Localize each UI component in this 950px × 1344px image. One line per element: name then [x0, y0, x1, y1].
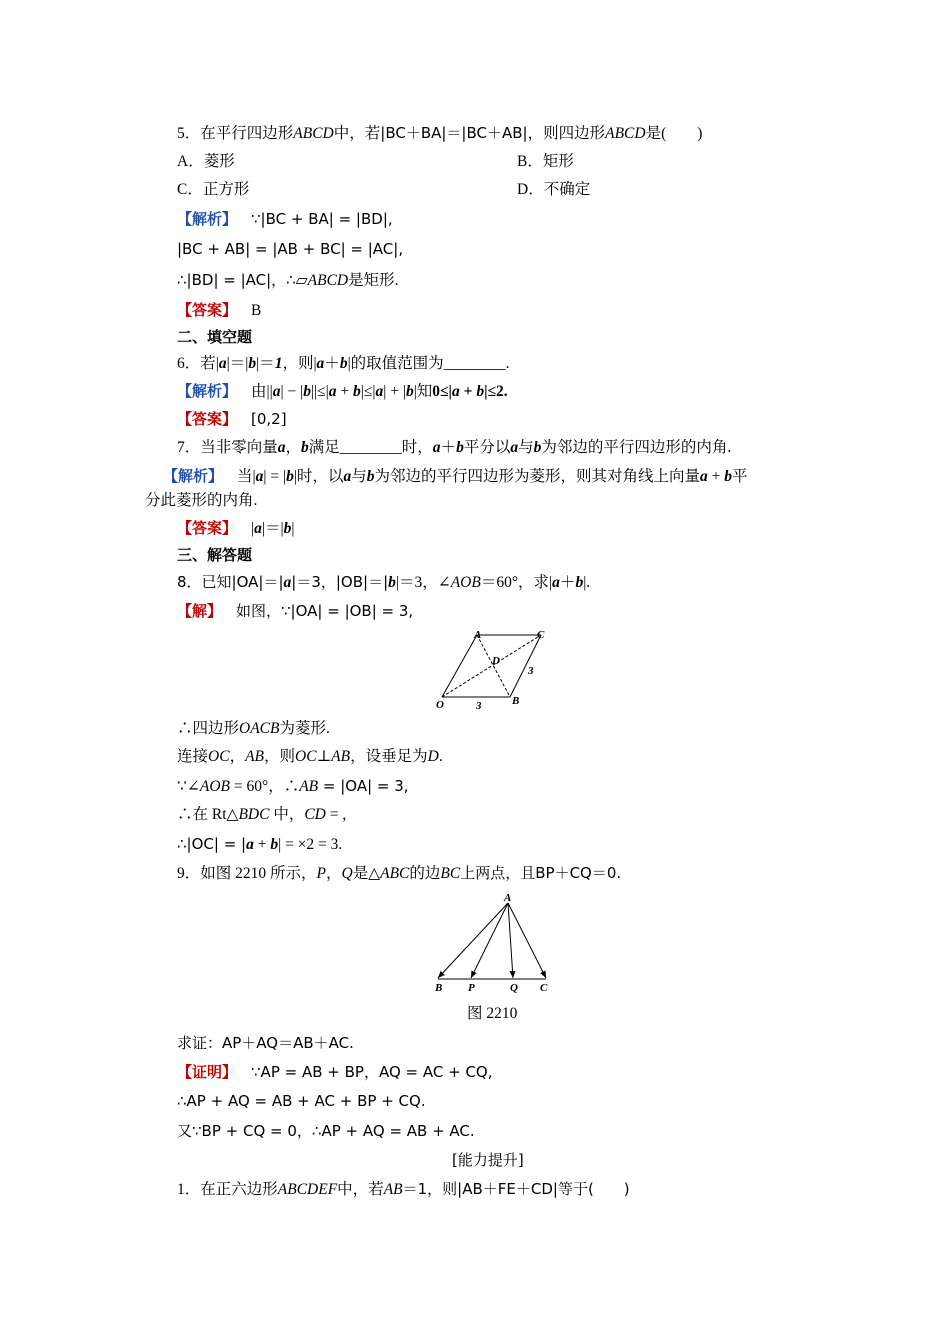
rhombus-figure: [430, 626, 560, 714]
vector-ab: [438, 903, 508, 978]
section-fill-in: 二、填空题: [177, 328, 253, 346]
figure-caption: 图 2210: [467, 1005, 518, 1022]
vector-ap: [471, 903, 508, 978]
q8-solution-0: 【解】 如图，∵|OA| = |OB| = 3,: [177, 602, 414, 620]
q8-solution-3: ∵∠AOB = 60°，∴AB = |OA| = 3,: [177, 777, 409, 795]
q6-solution: 【解析】 由||a| − |b||≤|a + b|≤|a| + |b|知0≤|a + b|≤2.: [177, 382, 508, 400]
label-b: B: [512, 695, 520, 707]
answer-tag: 【答案】: [177, 410, 238, 428]
analysis-tag: 【解析】: [163, 467, 224, 485]
q7-answer: 【答案】 |a|＝|b|: [177, 519, 295, 537]
label-3-side: 3: [528, 665, 534, 677]
q9-stem: 9．如图 2210 所示，P，Q是△ABC的边BC上两点，且BP＋CQ＝0.: [177, 864, 622, 882]
label-3-base: 3: [476, 700, 482, 712]
q5-option-d: D．不确定: [517, 181, 591, 198]
q5-option-a: A．菱形: [177, 153, 235, 170]
analysis-tag: 【解析】: [177, 382, 238, 400]
triangle-figure: [428, 890, 554, 996]
solution-tag: 【解】: [177, 602, 223, 620]
label-d: D: [492, 655, 500, 667]
vector-aq: [508, 903, 513, 978]
answer-tag: 【答案】: [177, 301, 238, 319]
q8-solution-2: 连接OC，AB，则OC⊥AB，设垂足为D.: [177, 748, 443, 765]
parallelogram-icon: ▱: [295, 272, 308, 289]
label-c: C: [537, 629, 545, 641]
q7-stem: 7．当非零向量a，b满足________时，a＋b平分以a与b为邻边的平行四边形的内角.: [177, 439, 732, 456]
q8-stem: 8．已知|OA|＝|a|＝3，|OB|＝|b|＝3，∠AOB＝60°，求|a＋b|.: [177, 573, 591, 591]
label-c: C: [540, 982, 548, 994]
q5-stem: 5．在平行四边形ABCD中，若|BC＋BA|＝|BC＋AB|，则四边形ABCD是( ): [177, 124, 703, 142]
q8-solution-5: ∴|OC| = |a + b| = ×2 = 3.: [177, 835, 343, 853]
q8-solution-1: ∴四边形OACB为菱形.: [177, 720, 330, 737]
label-b: B: [435, 982, 443, 994]
label-o: O: [436, 699, 444, 711]
edge-cb: [510, 635, 541, 697]
q8-solution-4: ∴在 Rt△BDC 中，CD = ,: [177, 806, 347, 823]
q5-solution-3: ∴|BD| = |AC|，∴▱ABCD是矩形.: [177, 271, 399, 289]
q5-solution-2: |BC + AB| = |AB + BC| = |AC|,: [177, 240, 404, 258]
q5-answer: 【答案】 B: [177, 301, 262, 319]
label-q: Q: [510, 982, 518, 994]
next-q1-stem: 1．在正六边形ABCDEF中，若AB＝1，则|AB＋FE＋CD|等于( ): [177, 1180, 630, 1198]
q6-answer: 【答案】 [0,2]: [177, 410, 287, 428]
section-ability: [能力提升]: [452, 1151, 524, 1169]
label-a: A: [504, 892, 512, 904]
answer-tag: 【答案】: [177, 519, 238, 537]
vector-ac: [508, 903, 546, 978]
q9-proof-1: 【证明】 ∵AP = AB + BP，AQ = AC + CQ,: [177, 1063, 493, 1081]
analysis-tag: 【解析】: [177, 210, 238, 228]
q9-prove: 求证：AP＋AQ＝AB＋AC.: [177, 1034, 354, 1052]
label-p: P: [468, 982, 475, 994]
q5-option-b: B．矩形: [517, 153, 574, 170]
proof-tag: 【证明】: [177, 1063, 238, 1081]
q9-proof-3: 又∵BP + CQ = 0，∴AP + AQ = AB + AC.: [177, 1122, 475, 1140]
label-a: A: [474, 629, 482, 641]
section-answer-questions: 三、解答题: [177, 546, 253, 564]
q6-stem: 6．若|a|＝|b|＝1，则|a＋b|的取值范围为________.: [177, 355, 510, 372]
q7-solution-1: 【解析】 当|a| = |b|时，以a与b为邻边的平行四边形为菱形，则其对角线上向量a + b平: [163, 467, 748, 485]
q7-solution-2: 分此菱形的内角.: [145, 492, 258, 509]
q9-proof-2: ∴AP + AQ = AB + AC + BP + CQ.: [177, 1092, 426, 1110]
q5-solution-1: 【解析】 ∵|BC + BA| = |BD|,: [177, 210, 393, 228]
edge-oa: [442, 635, 477, 697]
q5-option-c: C．正方形: [177, 181, 250, 198]
